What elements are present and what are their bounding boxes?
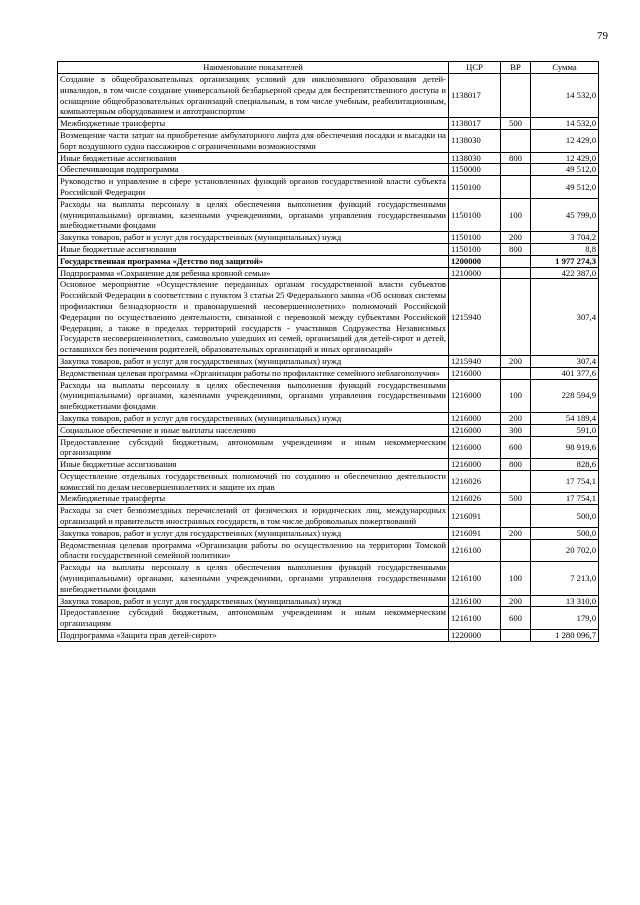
- row-name-cell: Социальное обеспечение и иные выплаты населению: [58, 424, 449, 436]
- row-name-cell: Иные бюджетные ассигнования: [58, 459, 449, 471]
- table-row: [58, 379, 599, 412]
- row-vr-cell: [501, 267, 531, 279]
- row-vr-cell: 200: [501, 232, 531, 244]
- row-csr-cell: 1216026: [449, 493, 501, 505]
- table-row: [58, 470, 599, 493]
- row-csr-cell: 1216100: [449, 607, 501, 630]
- row-csr-cell: 1138017: [449, 118, 501, 130]
- row-name-cell: Подпрограмма «Сохранение для ребенка кровной семьи»: [58, 267, 449, 279]
- table-row: [58, 129, 599, 152]
- row-vr-cell: 600: [501, 607, 531, 630]
- row-sum-cell: 49 512,0: [531, 164, 599, 176]
- row-vr-cell: [501, 630, 531, 642]
- row-csr-cell: 1215940: [449, 279, 501, 356]
- row-vr-cell: 200: [501, 355, 531, 367]
- row-name-cell: Межбюджетные трансферты: [58, 118, 449, 130]
- row-name-cell: Закупка товаров, работ и услуг для государственных (муниципальных) нужд: [58, 595, 449, 607]
- table-row: [58, 118, 599, 130]
- row-csr-cell: 1138030: [449, 152, 501, 164]
- table-row: [58, 595, 599, 607]
- table-row: [58, 279, 599, 356]
- row-vr-cell: 200: [501, 412, 531, 424]
- row-name-cell: Ведомственная целевая программа «Организация работы по профилактике семейного неблагополучия»: [58, 367, 449, 379]
- row-name-cell: Руководство и управление в сфере установленных функций органов государственной власти субъекта Российской Федерации: [58, 176, 449, 199]
- table-row: [58, 152, 599, 164]
- row-vr-cell: 800: [501, 152, 531, 164]
- row-csr-cell: 1216100: [449, 562, 501, 595]
- row-csr-cell: 1216026: [449, 470, 501, 493]
- table-row: [58, 267, 599, 279]
- row-vr-cell: 500: [501, 493, 531, 505]
- budget-table: [57, 61, 599, 642]
- row-sum-cell: 307,4: [531, 279, 599, 356]
- row-name-cell: Основное мероприятие «Осуществление переданных органам государственной власти субъектов Российской Федерации в соответствии с пунктом 3 статьи 25 Федерального закона «Об основах системы профилактики безнадзорности и правонарушений несовершеннолетних» полномочий Российской Федерации по осуществлению деятельности, связанной с перевозкой между субъектами Российской Федерации, а также в пределах территорий государств - участников Содружества Независимых Государств несовершеннолетних, самовольно ушедших из семей, организаций для детей-сирот и детей, оставшихся без попечения родителей, образовательных организаций и иных организаций»: [58, 279, 449, 356]
- row-vr-cell: [501, 176, 531, 199]
- table-row: [58, 176, 599, 199]
- row-csr-cell: 1216091: [449, 505, 501, 528]
- table-row: [58, 436, 599, 459]
- row-name-cell: Расходы за счет безвозмездных перечислений от физических и юридических лиц, международных организаций и правительств иностранных государств, в том числе добровольных пожертвований: [58, 505, 449, 528]
- row-vr-cell: [501, 505, 531, 528]
- row-name-cell: Осуществление отдельных государственных полномочий по созданию и обеспечению деятельности комиссий по делам несовершеннолетних и защите их прав: [58, 470, 449, 493]
- table-row: [58, 412, 599, 424]
- row-name-cell: Закупка товаров, работ и услуг для государственных (муниципальных) нужд: [58, 527, 449, 539]
- row-sum-cell: 500,0: [531, 505, 599, 528]
- row-vr-cell: 200: [501, 527, 531, 539]
- row-vr-cell: [501, 255, 531, 267]
- row-csr-cell: 1150000: [449, 164, 501, 176]
- row-csr-cell: 1150100: [449, 243, 501, 255]
- header-csr: ЦСР: [449, 62, 501, 74]
- row-sum-cell: 828,6: [531, 459, 599, 471]
- table-row: [58, 630, 599, 642]
- row-sum-cell: 401 377,6: [531, 367, 599, 379]
- row-name-cell: Государственная программа «Детство под защитой»: [58, 255, 449, 267]
- row-csr-cell: 1150100: [449, 198, 501, 231]
- row-csr-cell: 1200000: [449, 255, 501, 267]
- row-vr-cell: 500: [501, 118, 531, 130]
- row-name-cell: Ведомственная целевая программа «Организация работы по осуществлению на территории Томской области государственной семейной политики»: [58, 539, 449, 562]
- header-name: Наименование показателей: [58, 62, 449, 74]
- header-sum: Сумма: [531, 62, 599, 74]
- row-name-cell: Закупка товаров, работ и услуг для государственных (муниципальных) нужд: [58, 355, 449, 367]
- table-row: [58, 493, 599, 505]
- row-sum-cell: 13 310,0: [531, 595, 599, 607]
- row-sum-cell: 7 213,0: [531, 562, 599, 595]
- row-csr-cell: 1216091: [449, 527, 501, 539]
- table-row: [58, 607, 599, 630]
- row-csr-cell: 1216100: [449, 595, 501, 607]
- row-sum-cell: 12 429,0: [531, 152, 599, 164]
- row-name-cell: Расходы на выплаты персоналу в целях обеспечения выполнения функций государственными (муниципальными) органами, казенными учреждениями, органами управления государственными внебюджетными фондами: [58, 379, 449, 412]
- row-name-cell: Предоставление субсидий бюджетным, автономным учреждениям и иным некоммерческим организациям: [58, 436, 449, 459]
- page-number: 79: [597, 30, 608, 42]
- row-sum-cell: 179,0: [531, 607, 599, 630]
- table-row: [58, 255, 599, 267]
- row-sum-cell: 228 594,9: [531, 379, 599, 412]
- row-name-cell: Иные бюджетные ассигнования: [58, 243, 449, 255]
- row-csr-cell: 1216000: [449, 412, 501, 424]
- row-sum-cell: 1 977 274,3: [531, 255, 599, 267]
- row-sum-cell: 14 532,0: [531, 118, 599, 130]
- row-vr-cell: [501, 470, 531, 493]
- table-row: [58, 164, 599, 176]
- row-name-cell: Предоставление субсидий бюджетным, автономным учреждениям и иным некоммерческим организациям: [58, 607, 449, 630]
- row-sum-cell: 12 429,0: [531, 129, 599, 152]
- table-row: [58, 539, 599, 562]
- row-csr-cell: 1216000: [449, 436, 501, 459]
- row-csr-cell: 1216000: [449, 367, 501, 379]
- table-row: [58, 232, 599, 244]
- row-csr-cell: 1216100: [449, 539, 501, 562]
- row-sum-cell: 54 189,4: [531, 412, 599, 424]
- table-row: [58, 243, 599, 255]
- row-name-cell: Создание в общеобразовательных организациях условий для инклюзивного образования детей-инвалидов, в том числе создание универсальной безбарьерной среды для беспрепятственного доступа и оснащение общеобразовательных организаций специальным, в том числе учебным, реабилитационным, компьютерным оборудованием и автотранспортом: [58, 74, 449, 118]
- row-csr-cell: 1215940: [449, 355, 501, 367]
- row-name-cell: Межбюджетные трансферты: [58, 493, 449, 505]
- row-name-cell: Возмещение части затрат на приобретение амбулаторного лифта для обеспечения посадки и высадки на борт воздушного судна пассажиров с ограниченными возможностями: [58, 129, 449, 152]
- row-name-cell: Расходы на выплаты персоналу в целях обеспечения выполнения функций государственными (муниципальными) органами, казенными учреждениями, органами управления государственными внебюджетными фондами: [58, 562, 449, 595]
- row-vr-cell: 100: [501, 198, 531, 231]
- row-name-cell: Расходы на выплаты персоналу в целях обеспечения выполнения функций государственными (муниципальными) органами, казенными учреждениями, органами управления государственными внебюджетными фондами: [58, 198, 449, 231]
- table-body: [58, 74, 599, 642]
- row-csr-cell: 1138017: [449, 74, 501, 118]
- row-sum-cell: 14 532,0: [531, 74, 599, 118]
- table-row: [58, 355, 599, 367]
- table-row: [58, 424, 599, 436]
- row-vr-cell: [501, 279, 531, 356]
- row-name-cell: Подпрограмма «Защита прав детей-сирот»: [58, 630, 449, 642]
- row-name-cell: Иные бюджетные ассигнования: [58, 152, 449, 164]
- row-vr-cell: [501, 74, 531, 118]
- row-vr-cell: 600: [501, 436, 531, 459]
- row-sum-cell: 45 799,0: [531, 198, 599, 231]
- table-row: [58, 459, 599, 471]
- row-name-cell: Закупка товаров, работ и услуг для государственных (муниципальных) нужд: [58, 412, 449, 424]
- row-sum-cell: 17 754,1: [531, 493, 599, 505]
- row-vr-cell: 100: [501, 562, 531, 595]
- row-sum-cell: 1 280 096,7: [531, 630, 599, 642]
- row-csr-cell: 1210000: [449, 267, 501, 279]
- row-sum-cell: 591,0: [531, 424, 599, 436]
- row-name-cell: Обеспечивающая подпрограмма: [58, 164, 449, 176]
- row-vr-cell: 200: [501, 595, 531, 607]
- row-csr-cell: 1216000: [449, 424, 501, 436]
- row-csr-cell: 1220000: [449, 630, 501, 642]
- table-row: [58, 562, 599, 595]
- row-vr-cell: 800: [501, 243, 531, 255]
- row-vr-cell: [501, 367, 531, 379]
- row-vr-cell: [501, 129, 531, 152]
- row-sum-cell: 500,0: [531, 527, 599, 539]
- row-sum-cell: 307,4: [531, 355, 599, 367]
- row-sum-cell: 49 512,0: [531, 176, 599, 199]
- row-csr-cell: 1216000: [449, 379, 501, 412]
- row-csr-cell: 1150100: [449, 232, 501, 244]
- row-vr-cell: [501, 539, 531, 562]
- row-sum-cell: 17 754,1: [531, 470, 599, 493]
- table-row: [58, 74, 599, 118]
- row-name-cell: Закупка товаров, работ и услуг для государственных (муниципальных) нужд: [58, 232, 449, 244]
- row-csr-cell: 1150100: [449, 176, 501, 199]
- header-vr: ВР: [501, 62, 531, 74]
- row-vr-cell: 800: [501, 459, 531, 471]
- row-sum-cell: 98 919,6: [531, 436, 599, 459]
- row-sum-cell: 3 704,2: [531, 232, 599, 244]
- table-row: [58, 367, 599, 379]
- table-row: [58, 527, 599, 539]
- row-sum-cell: 8,8: [531, 243, 599, 255]
- row-vr-cell: 300: [501, 424, 531, 436]
- row-vr-cell: 100: [501, 379, 531, 412]
- row-vr-cell: [501, 164, 531, 176]
- row-csr-cell: 1216000: [449, 459, 501, 471]
- row-sum-cell: 20 702,0: [531, 539, 599, 562]
- table-row: [58, 505, 599, 528]
- row-sum-cell: 422 387,0: [531, 267, 599, 279]
- table-row: [58, 198, 599, 231]
- table-header-row: [58, 62, 599, 74]
- row-csr-cell: 1138030: [449, 129, 501, 152]
